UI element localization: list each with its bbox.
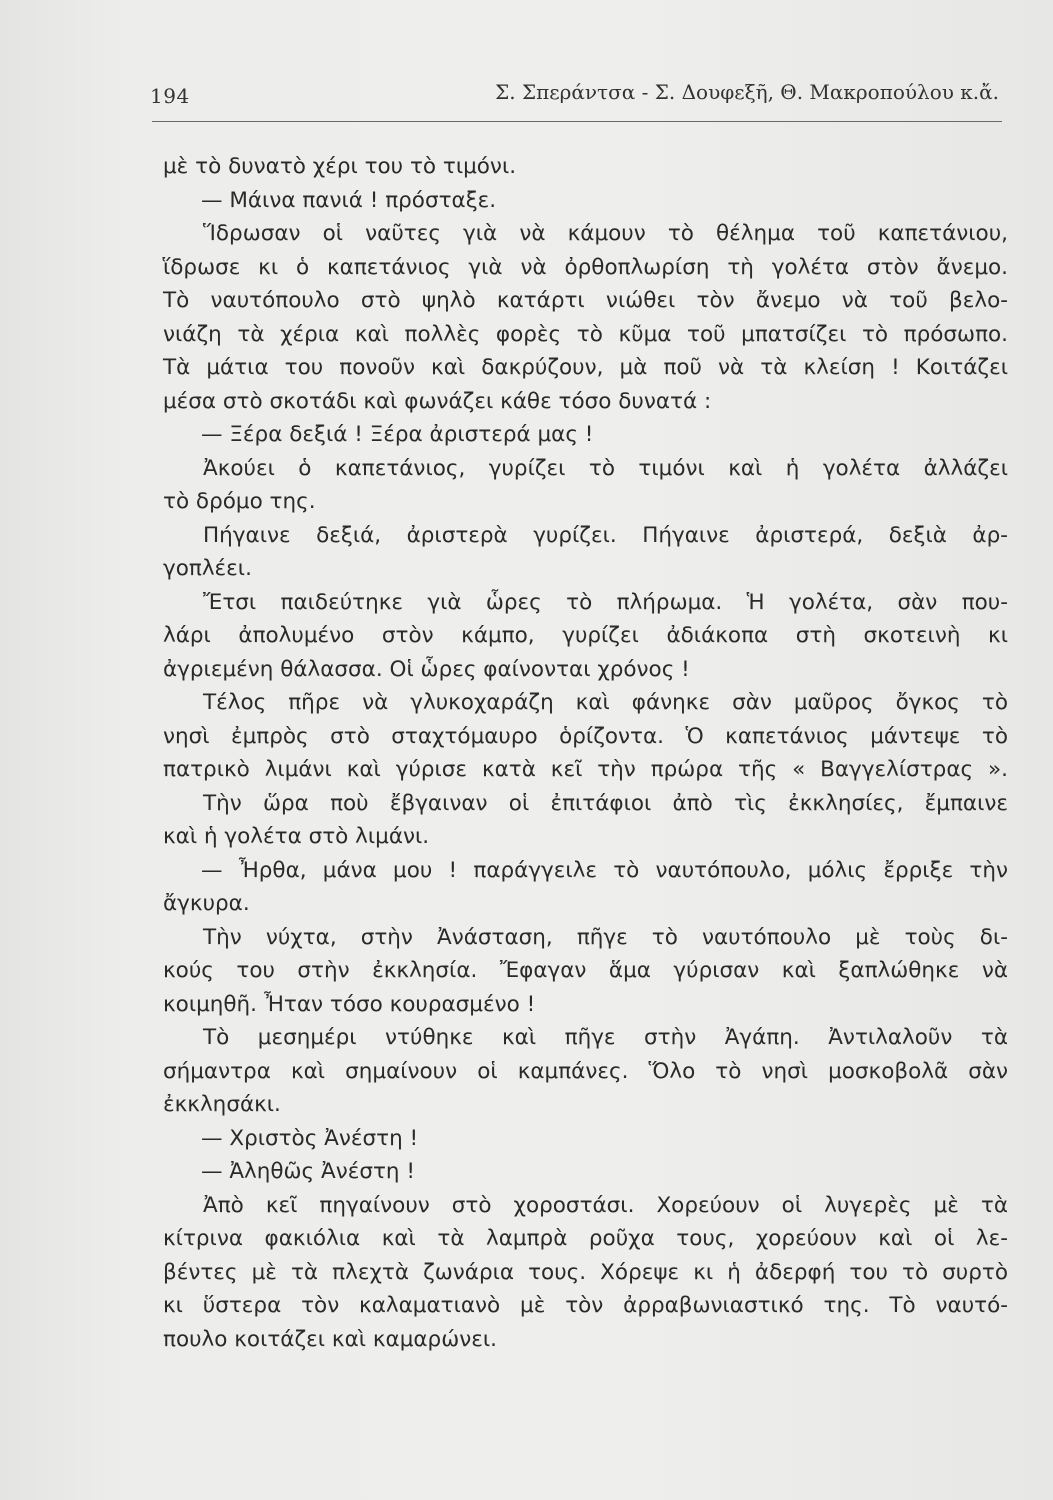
text-line: καὶ ἡ γολέτα στὸ λιμάνι. (163, 824, 430, 849)
text-line: μέσα στὸ σκοτάδι καὶ φωνάζει κάθε τόσο δυνατά : (163, 388, 712, 414)
text-line: — Χριστὸς Ἀνέστη ! (201, 1125, 419, 1151)
text-line: λάρι ἀπολυμένο στὸν κάμπο, γυρίζει ἀδιάκοπα στὴ σκοτεινὴ κι (163, 623, 1008, 648)
running-head: Σ. Σπεράντσα - Σ. Δουφεξῆ, Θ. Μακροπούλου κ.ἄ. (495, 80, 999, 104)
text-line: Τὸ μεσημέρι ντύθηκε καὶ πῆγε στὴν Ἀγάπη. Ἀντιλαλοῦν τὰ (203, 1025, 1008, 1050)
text-line: — Ἀληθῶς Ἀνέστη ! (201, 1159, 415, 1184)
text-line: ἄγκυρα. (163, 891, 250, 916)
text-line: ἵδρωσε κι ὁ καπετάνιος γιὰ νὰ ὀρθοπλωρίση τὴ γολέτα στὸν ἄνεμο. (163, 254, 1008, 280)
text-line: Ἔτσι παιδεύτηκε γιὰ ὧρες τὸ πλήρωμα. Ἡ γολέτα, σὰν που- (203, 589, 1008, 615)
text-line: νιάζη τὰ χέρια καὶ πολλὲς φορὲς τὸ κῦμα τοῦ μπατσίζει τὸ πρόσωπο. (163, 321, 1008, 347)
text-line: ἐκκλησάκι. (163, 1092, 281, 1117)
text-line: Τὰ μάτια του πονοῦν καὶ δακρύζουν, μὰ ποῦ νὰ τὰ κλείση ! Κοιτάζει (163, 355, 1008, 380)
header-rule (152, 121, 1002, 122)
text-line: Τὸ ναυτόπουλο στὸ ψηλὸ κατάρτι νιώθει τὸν ἄνεμο νὰ τοῦ βελο- (163, 288, 1008, 313)
text-line: — Μάινα πανιά ! πρόσταξε. (201, 187, 497, 213)
page-header (150, 72, 1005, 114)
text-line: νησὶ ἐμπρὸς στὸ σταχτόμαυρο ὁρίζοντα. Ὁ καπετάνιος μάντεψε τὸ (163, 723, 1008, 749)
body-text (163, 150, 1008, 1356)
page-number: 194 (150, 84, 190, 108)
text-line: Ἵδρωσαν οἱ ναῦτες γιὰ νὰ κάμουν τὸ θέλημα τοῦ καπετάνιου, (203, 221, 1008, 246)
text-line: τὸ δρόμο της. (163, 489, 316, 514)
text-line: μὲ τὸ δυνατὸ χέρι του τὸ τιμόνι. (163, 154, 517, 179)
text-line: ἀγριεμένη θάλασσα. Οἱ ὧρες φαίνονται χρόνος ! (163, 656, 690, 682)
text-line: πατρικὸ λιμάνι καὶ γύρισε κατὰ κεῖ τὴν πρώρα τῆς « Βαγγελίστρας ». (163, 757, 1008, 782)
text-line: κίτρινα φακιόλια καὶ τὰ λαμπρὰ ροῦχα τους, χορεύουν καὶ οἱ λε- (163, 1226, 1008, 1251)
text-line: Τὴν ὥρα ποὺ ἔβγαιναν οἱ ἐπιτάφιοι ἀπὸ τὶς ἐκκλησίες, ἔμπαινε (203, 790, 1008, 816)
text-line: σήμαντρα καὶ σημαίνουν οἱ καμπάνες. Ὅλο τὸ νησὶ μοσκοβολᾶ σὰν (163, 1058, 1008, 1084)
text-line: γοπλέει. (163, 556, 252, 581)
text-line: κι ὕστερα τὸν καλαματιανὸ μὲ τὸν ἀρραβωνιαστικό της. Τὸ ναυτό- (163, 1293, 1008, 1318)
text-line: Τέλος πῆρε νὰ γλυκοχαράζη καὶ φάνηκε σὰν μαῦρος ὄγκος τὸ (203, 690, 1008, 715)
text-line: βέντες μὲ τὰ πλεχτὰ ζωνάρια τους. Χόρεψε κι ἡ ἀδερφή του τὸ συρτὸ (163, 1259, 1008, 1285)
text-line: πουλο κοιτάζει καὶ καμαρώνει. (163, 1326, 497, 1352)
text-line: Πήγαινε δεξιά, ἀριστερὰ γυρίζει. Πήγαινε ἀριστερά, δεξιὰ ἀρ- (203, 522, 1008, 548)
text-line: Ἀκούει ὁ καπετάνιος, γυρίζει τὸ τιμόνι καὶ ἡ γολέτα ἀλλάζει (203, 455, 1008, 481)
text-line: κούς του στὴν ἐκκλησία. Ἔφαγαν ἅμα γύρισαν καὶ ξαπλώθηκε νὰ (163, 958, 1008, 983)
text-line: Ἀπὸ κεῖ πηγαίνουν στὸ χοροστάσι. Χορεύουν οἱ λυγερὲς μὲ τὰ (203, 1192, 1008, 1218)
text-line: — Ἦρθα, μάνα μου ! παράγγειλε τὸ ναυτόπουλο, μόλις ἔρριξε τὴν (201, 857, 1008, 883)
text-line: — Ξέρα δεξιά ! Ξέρα ἀριστερά μας ! (201, 422, 594, 447)
text-line: κοιμηθῆ. Ἦταν τόσο κουρασμένο ! (163, 991, 536, 1017)
text-line: Τὴν νύχτα, στὴν Ἀνάσταση, πῆγε τὸ ναυτόπουλο μὲ τοὺς δι- (203, 924, 1008, 950)
